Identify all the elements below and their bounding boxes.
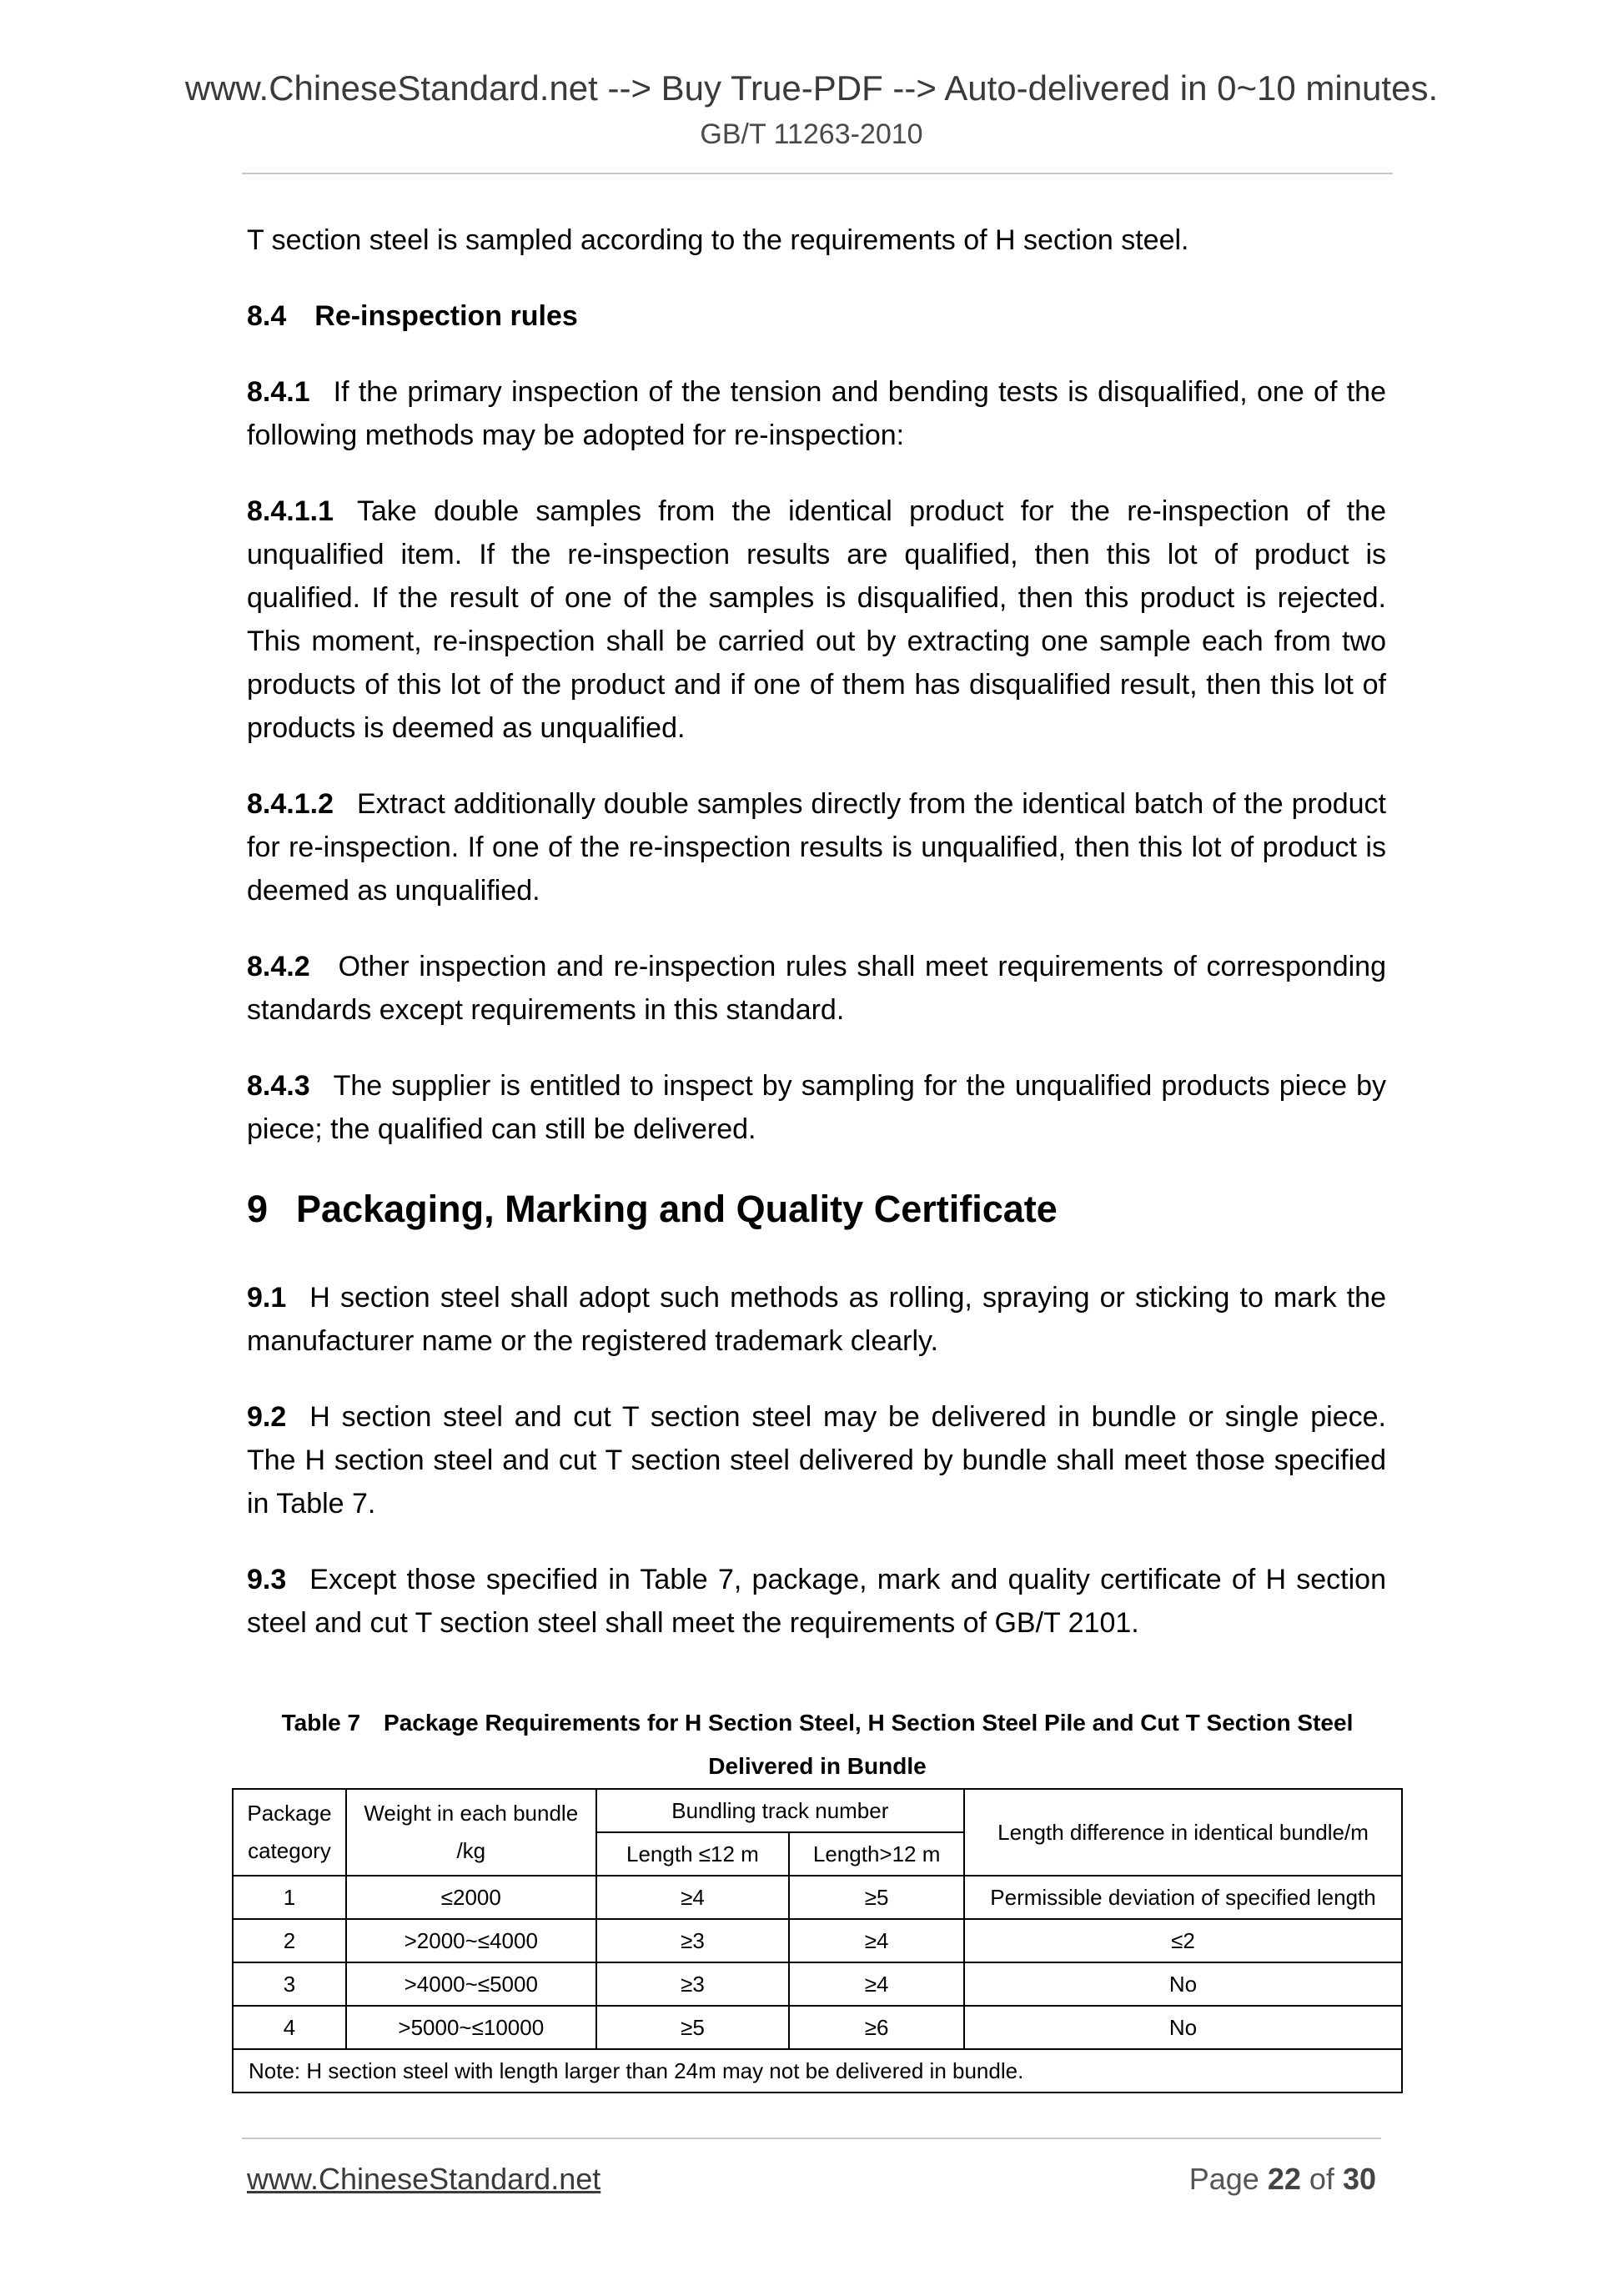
header-divider — [242, 173, 1393, 174]
cell-weight: >4000~≤5000 — [346, 1962, 596, 2006]
header-length-difference: Length difference in identical bundle/m — [964, 1789, 1402, 1876]
standard-number: GB/T 11263-2010 — [700, 118, 923, 150]
header-length-le12: Length ≤12 m — [596, 1832, 790, 1876]
clause-number: 9.2 — [247, 1401, 287, 1433]
cell-track-gt12: ≥6 — [789, 2006, 964, 2049]
cell-track-le12: ≥3 — [596, 1962, 790, 2006]
header-bundling-track: Bundling track number — [596, 1789, 964, 1832]
clause-9-3 — [247, 1558, 1386, 1645]
cell-track-le12: ≥3 — [596, 1919, 790, 1962]
clause-9-2 — [247, 1395, 1386, 1525]
cell-length-difference: No — [964, 1962, 1402, 2006]
page-total: 30 — [1342, 2162, 1376, 2196]
clause-number: 9.3 — [247, 1564, 287, 1595]
header-length-gt12: Length>12 m — [789, 1832, 964, 1876]
header-weight: Weight in each bundle /kg — [346, 1789, 596, 1876]
table-label: Table 7 — [281, 1710, 361, 1736]
cell-category: 4 — [233, 2006, 346, 2049]
section-number: 8.4 — [247, 300, 287, 332]
clause-text: H section steel and cut T section steel may be delivered in bundle or single piece. The H section steel and cut T section steel delivered by bundle shall meet those specified in Table 7. — [247, 1401, 1386, 1520]
cell-category: 1 — [233, 1876, 346, 1919]
page-of: of — [1309, 2162, 1334, 2196]
cell-track-gt12: ≥4 — [789, 1919, 964, 1962]
cell-weight: >2000~≤4000 — [346, 1919, 596, 1962]
clause-8-4-1-1 — [247, 490, 1386, 750]
clause-text: H section steel shall adopt such methods as rolling, spraying or sticking to mark the manufacturer name or the registered trademark clearly. — [247, 1282, 1386, 1357]
page-current: 22 — [1267, 2162, 1301, 2196]
clause-8-4-2 — [247, 945, 1386, 1032]
header-category: Package category — [233, 1789, 346, 1876]
section-title: Packaging, Marking and Quality Certificate — [296, 1188, 1058, 1230]
clause-number: 8.4.3 — [247, 1070, 310, 1102]
intro-paragraph: T section steel is sampled according to the requirements of H section steel. — [247, 224, 1189, 256]
cell-track-le12: ≥5 — [596, 2006, 790, 2049]
table-caption — [232, 1701, 1403, 1788]
table-header-row — [233, 1789, 1402, 1832]
table-note-row — [233, 2049, 1402, 2093]
cell-track-le12: ≥4 — [596, 1876, 790, 1919]
clause-text: The supplier is entitled to inspect by sampling for the unqualified products piece by piece; the qualified can still be delivered. — [247, 1070, 1386, 1145]
table-caption-text: Package Requirements for H Section Steel, H Section Steel Pile and Cut T Section Steel Delivered in Bundle — [384, 1710, 1354, 1779]
cell-track-gt12: ≥4 — [789, 1962, 964, 2006]
table-row — [233, 1919, 1402, 1962]
clause-8-4-1-2 — [247, 782, 1386, 912]
page-indicator — [1189, 2160, 1376, 2198]
cell-weight: >5000~≤10000 — [346, 2006, 596, 2049]
cell-track-gt12: ≥5 — [789, 1876, 964, 1919]
document-body — [247, 219, 1386, 1677]
package-requirements-table — [232, 1788, 1403, 2093]
section-number: 9 — [247, 1188, 269, 1230]
table-row — [233, 1962, 1402, 2006]
section-8-4-heading — [247, 294, 1386, 338]
clause-8-4-1 — [247, 370, 1386, 457]
footer-divider — [242, 2138, 1381, 2139]
clause-text: Extract additionally double samples directly from the identical batch of the product for re-inspection. If one of the re-inspection results is unqualified, then this lot of product is deemed as unqualified. — [247, 788, 1386, 907]
clause-number: 8.4.1 — [247, 376, 310, 408]
clause-number: 8.4.1.1 — [247, 495, 334, 527]
clause-text: Except those specified in Table 7, package, mark and quality certificate of H section steel and cut T section steel shall meet the requirements of GB/T 2101. — [247, 1564, 1386, 1639]
footer-site-link[interactable]: www.ChineseStandard.net — [247, 2162, 601, 2196]
table-row — [233, 2006, 1402, 2049]
clause-text: Take double samples from the identical product for the re-inspection of the unqualified item. If the re-inspection results are qualified, then this lot of product is qualified. If the result of one of the samples is disqualified, then this product is rejected. This moment, re-inspection shall be carried out by extracting one sample each from two products of this lot of the product and if one of them has disqualified result, then this lot of products is deemed as unqualified. — [247, 495, 1386, 744]
cell-length-difference: Permissible deviation of specified length — [964, 1876, 1402, 1919]
cell-category: 2 — [233, 1919, 346, 1962]
section-title: Re-inspection rules — [314, 300, 578, 332]
clause-number: 9.1 — [247, 1282, 287, 1314]
cell-length-difference: No — [964, 2006, 1402, 2049]
section-9-heading — [247, 1183, 1386, 1235]
clause-number: 8.4.2 — [247, 951, 310, 982]
clause-text: If the primary inspection of the tension and bending tests is disqualified, one of the following methods may be adopted for re-inspection: — [247, 376, 1386, 451]
clause-text: Other inspection and re-inspection rules shall meet requirements of corresponding standards except requirements in this standard. — [247, 951, 1386, 1026]
clause-9-1 — [247, 1276, 1386, 1363]
cell-category: 3 — [233, 1962, 346, 2006]
cell-length-difference: ≤2 — [964, 1919, 1402, 1962]
table-note: Note: H section steel with length larger than 24m may not be delivered in bundle. — [233, 2049, 1402, 2093]
clause-8-4-3 — [247, 1064, 1386, 1151]
table-row — [233, 1876, 1402, 1919]
header-banner: www.ChineseStandard.net --> Buy True-PDF --> Auto-delivered in 0~10 minutes. — [184, 68, 1439, 108]
clause-number: 8.4.1.2 — [247, 788, 334, 820]
cell-weight: ≤2000 — [346, 1876, 596, 1919]
page-prefix: Page — [1188, 2162, 1259, 2196]
